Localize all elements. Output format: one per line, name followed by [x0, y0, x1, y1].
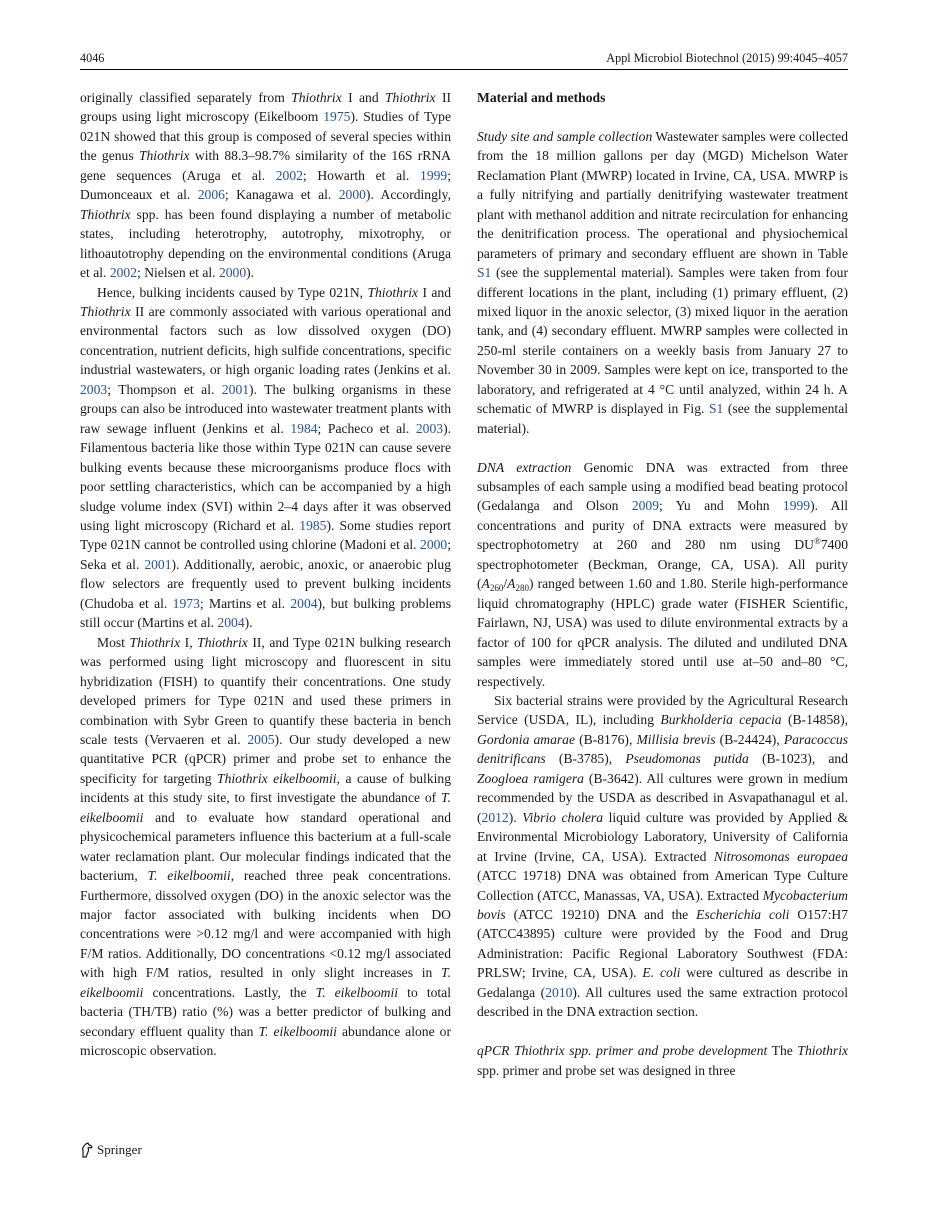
right-paragraph-strains: Six bacterial strains were provided by the Agricultural Research Service (USDA, IL), including Burkholderia cepacia (B-14858), Gordonia amarae (B-8176), Millisia brevis (B-24424), Paracoccus denitrificans (B-3785), Pseudomonas putida (B-1023), and Zoogloea ramigera (B-3642). All cultures were grown in medium recommended by the USDA as described in Asvapathanagul et al. (2012). Vibrio cholera liquid culture was provided by Applied & Environmental Microbiology Laboratory, University of California at Irvine (Irvine, CA, USA). Extracted Nitrosomonas europaea (ATCC 19718) DNA was obtained from American Type Culture Collection (ATCC, Manassas, VA, USA). Extracted Mycobacterium bovis (ATCC 19210) DNA and the Escherichia coli O157:H7 (ATCC43895) culture were provided by the Food and Drug Administration: Pacific Regional Laboratory Southwest (FDA: PRLSW; Irvine, CA, USA). E. coli were cultured as describe in Gedalanga (2010). All cultures used the same extraction protocol described in the DNA extraction section.	[477, 693, 849, 1020]
citation-link[interactable]: 2000	[218, 265, 247, 281]
left-paragraph-1: originally classified separately from Thiothrix I and Thiothrix II groups using light microscopy (Eikelboom 1975). Studies of Type 021N showed that this group is composed of several species within the genus Thiothrix with 88.3–98.7% similarity of the 16S rRNA gene sequences (Aruga et al. 2002; Howarth et al. 1999; Dumonceaux et al. 2006; Kanagawa et al. 2000). Accordingly, Thiothrix spp. has been found displaying a number of metabolic states, including heterotrophy, autotrophy, mixotrophy, or lithoautotrophy depending on the environmental conditions (Aruga et al. 2002; Nielsen et al. 2000).	[80, 90, 452, 281]
citation-link[interactable]: 2009	[631, 498, 659, 514]
right-paragraph-dna-extraction: DNA extraction Genomic DNA was extracted from three subsamples of each sample using a modified bead beating protocol (Gedalanga and Olson 2009; Yu and Mohn 1999). All concentrations and purity of DNA extracts were measured by spectrophotometry at 260 and 280 nm using DU®7400 spectrophotometer (Beckman, Orange, CA, USA). All purity $(A_{260}/A_{280})$ ranged between 1.60 and 1.80. Sterile high-performance liquid chromatography (HPLC) grade water (FISHER Scientific, Fairlawn, NJ, USA) was used to dilute environmental extracts by a factor of 100 for qPCR analysis. The diluted and undiluted DNA samples were immediately stored until use at–50 and–80 °C, respectively.	[477, 459, 848, 689]
supplement-link[interactable]: S1	[477, 265, 492, 281]
run-in-heading: DNA extraction	[477, 459, 572, 475]
left-paragraph-3: Most Thiothrix I, Thiothrix II, and Type 021N bulking research was performed using light microscopy and fluorescent in situ hybridization (FISH) to quantify their concentrations. One study developed primers for Type 021N and used these primers in combination with Sybr Green to quantify these bacteria in bench scale tests (Vervaeren et al. 2005). Our study developed a new quantitative PCR (qPCR) primer and probe set to enhance the specificity for targeting Thiothrix eikelboomii, a cause of bulking incidents at this study site, to first investigate the abundance of T. eikelboomii and to evaluate how standard operational and physicochemical parameters influence this bacterium at a full-scale water reclamation plant. Our molecular findings indicated that the bacterium, T. eikelboomii, reached three peak concentrations. Furthermore, dissolved oxygen (DO) in the anoxic selector was the major factor associated with bulking incidents when DO concentrations were >0.12 mg/l and were accompanied with high F/M ratios. Additionally, DO concentrations <0.12 mg/l associated with high F/M ratios, resulted in only slight increases in T. eikelboomii concentrations. Lastly, the T. eikelboomii to total bacteria (TH/TB) ratio (%) was a better predictor of bulking and secondary effluent quality than T. eikelboomii abundance alone or microscopic observation.	[80, 634, 452, 1059]
citation-link[interactable]: 2001	[221, 381, 250, 397]
citation-link[interactable]: 2002	[275, 167, 303, 183]
run-in-heading: qPCR Thiothrix spp. primer and probe development	[477, 1043, 768, 1059]
citation-link[interactable]: 2002	[109, 265, 138, 281]
citation-link[interactable]: 2012	[481, 809, 509, 825]
citation-link[interactable]: 2004	[217, 615, 245, 631]
citation-link[interactable]: 1975	[323, 109, 351, 125]
right-paragraph-qpcr: qPCR Thiothrix spp. primer and probe development The Thiothrix spp. primer and probe set was designed in three	[477, 1043, 849, 1078]
citation-link[interactable]: 2010	[545, 984, 573, 1000]
publisher-name: Springer	[97, 1142, 142, 1157]
citation-link[interactable]: 1973	[172, 595, 200, 611]
citation-link[interactable]: 2005	[247, 731, 275, 747]
page-footer	[80, 1140, 142, 1160]
section-heading: Material and methods	[477, 90, 606, 105]
citation-link[interactable]: 1999	[420, 167, 448, 183]
left-paragraph-2: Hence, bulking incidents caused by Type 021N, Thiothrix I and Thiothrix II are commonly associated with various operational and environmental factors such as low dissolved oxygen (DO) concentration, nutrient deficits, high sulfide concentrations, specific industrial wastewaters, or high organic loading rates (Jenkins et al. 2003; Thompson et al. 2001). The bulking organisms in these groups can also be introduced into wastewater treatment plants with raw sewage influent (Jenkins et al. 1984; Pacheco et al. 2003). Filamentous bacteria like those within Type 021N can cause severe bulking events because these microorganisms produce flocs with poor settling characteristics, which can be accompanied by a high sludge volume index (SVI) within 2–4 days after it was observed using light microscopy (Richard et al. 1985). Some studies report Type 021N cannot be controlled using chlorine (Madoni et al. 2000; Seka et al. 2001). Additionally, aerobic, anoxic, or anaerobic plug flow selectors are frequently used to prevent bulking incidents (Chudoba et al. 1973; Martins et al. 2004), but bulking problems still occur (Martins et al. 2004).	[80, 284, 451, 631]
running-header	[80, 50, 848, 70]
run-in-heading: Study site and sample collection	[477, 128, 653, 144]
left-column	[80, 88, 451, 1061]
citation-link[interactable]: 1985	[299, 517, 327, 533]
citation-link[interactable]: 2006	[197, 187, 225, 203]
citation-link[interactable]: 2000	[338, 187, 366, 203]
header-rule	[80, 69, 848, 70]
citation-link[interactable]: 2001	[144, 556, 172, 572]
supplement-link[interactable]: S1	[708, 401, 724, 417]
citation-link[interactable]: 2000	[420, 537, 448, 553]
page-number: 4046	[80, 51, 105, 65]
citation-link[interactable]: 2004	[290, 595, 318, 611]
citation-link[interactable]: 1999	[782, 498, 811, 514]
citation-link[interactable]: 2003	[415, 420, 444, 436]
right-paragraph-study-site: Study site and sample collection Wastewater samples were collected from the 18 million gallons per day (MGD) Michelson Water Reclamation Plant (MWRP) located in Irvine, CA, USA. MWRP is a fully nitrifying and partially denitrifying wastewater treatment plant with methanol addition and nitrate recirculation for enhancing the denitrification process. The operational and physiochemical parameters of primary and secondary effluent are shown in Table S1 (see the supplemental material). Samples were taken from four different locations in the plant, including (1) primary effluent, (2) mixed liquor in the anoxic selector, (3) mixed liquor in the aeration tank, and (4) secondary effluent. MWRP samples were collected in 250-ml sterile containers on a weekly basis from January 27 to November 30 in 2009. Samples were kept on ice, transported to the laboratory, and refrigerated at 4 °C until analyzed, within 24 h. A schematic of MWRP is displayed in Fig. S1 (see the supplemental material).	[477, 128, 849, 436]
springer-horse-icon	[80, 1142, 94, 1158]
right-column	[477, 88, 848, 1080]
citation-link[interactable]: 2003	[80, 381, 108, 397]
citation-link[interactable]: 1984	[290, 420, 318, 436]
journal-citation: Appl Microbiol Biotechnol (2015) 99:4045–4057	[606, 51, 848, 65]
